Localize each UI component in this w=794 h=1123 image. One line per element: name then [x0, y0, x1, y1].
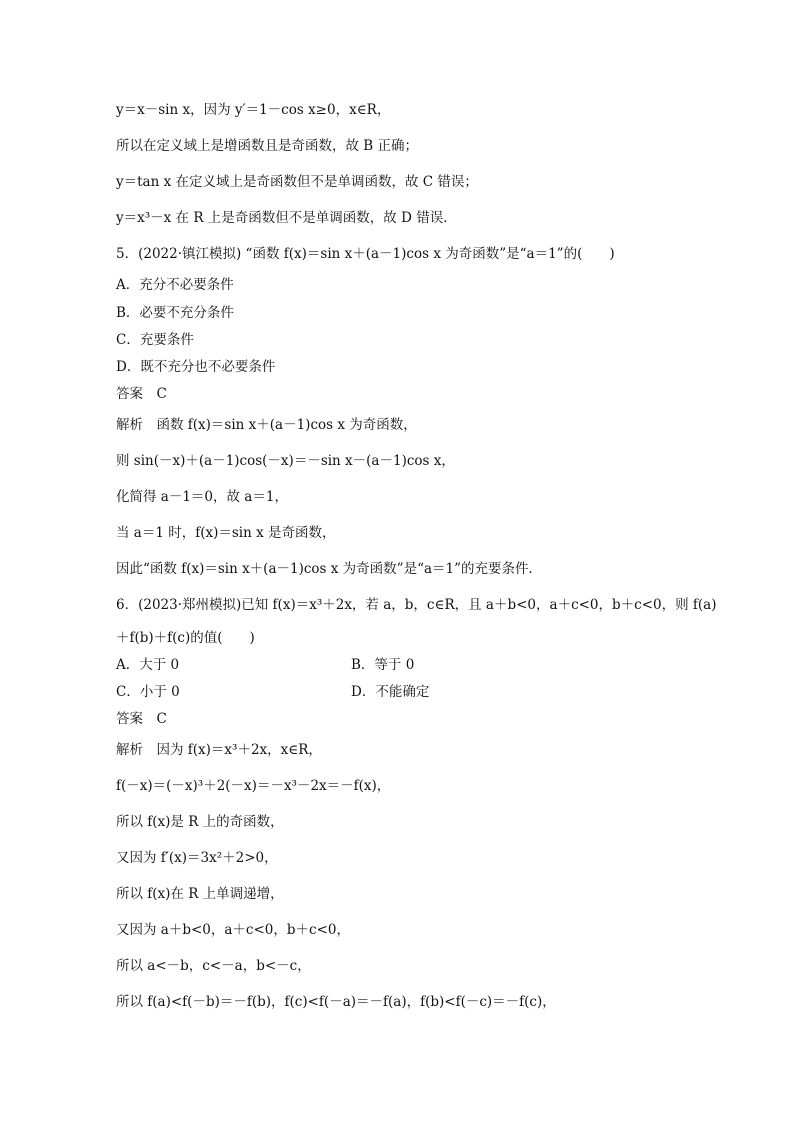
text-line: 所以在定义域上是增函数且是奇函数，故 B 正确；	[116, 138, 419, 154]
option-a: A．大于 0	[116, 657, 180, 673]
analysis-line: 又因为 f′(x)＝3x²＋2>0，	[116, 850, 278, 866]
analysis-line: 所以 f(a)<f(－b)＝－f(b)，f(c)<f(－a)＝－f(a)，f(b)<f(－c)＝－f(c)，	[116, 994, 556, 1010]
answer-line: 答案 C	[116, 711, 167, 727]
option-b: B．必要不充分条件	[116, 305, 234, 321]
answer-line: 答案 C	[116, 386, 167, 402]
analysis-line: 当 a＝1 时，f(x)＝sin x 是奇函数，	[116, 525, 336, 541]
analysis-line: 化简得 a－1＝0，故 a＝1，	[116, 489, 288, 505]
option-d: D．不能确定	[351, 684, 430, 700]
question-5-stem: 5．(2022·镇江模拟) “函数 f(x)＝sin x＋(a－1)cos x 为奇函数”是“a＝1”的( )	[116, 246, 615, 262]
analysis-line: 解析 函数 f(x)＝sin x＋(a－1)cos x 为奇函数，	[116, 417, 417, 433]
option-d: D．既不充分也不必要条件	[116, 359, 276, 375]
text-line: y＝x³－x 在 R 上是奇函数但不是单调函数，故 D 错误．	[116, 210, 457, 226]
option-a: A．充分不必要条件	[116, 277, 234, 293]
analysis-line: 所以 f(x)是 R 上的奇函数，	[116, 814, 284, 830]
question-6-stem: 6．(2023·郑州模拟)已知 f(x)＝x³＋2x，若 a，b，c∈R，且 a＋b<0，a＋c<0，b＋c<0，则 f(a)	[116, 597, 717, 613]
text-line: y＝x－sin x，因为 y′＝1－cos x≥0，x∈R，	[116, 102, 391, 118]
option-c: C．小于 0	[116, 684, 180, 700]
analysis-line: 解析 因为 f(x)＝x³＋2x，x∈R，	[116, 742, 322, 758]
analysis-line: 因此“函数 f(x)＝sin x＋(a－1)cos x 为奇函数”是“a＝1”的充要条件．	[116, 561, 543, 577]
text-line: y＝tan x 在定义域上是奇函数但不是单调函数，故 C 错误；	[116, 174, 478, 190]
question-6-stem-cont: ＋f(b)＋f(c)的值( )	[116, 630, 255, 646]
option-c: C．充要条件	[116, 332, 194, 348]
analysis-line: 所以 a<－b，c<－a，b<－c，	[116, 958, 311, 974]
analysis-line: f(－x)＝(－x)³＋2(－x)＝－x³－2x＝－f(x)，	[116, 778, 391, 794]
analysis-line: 又因为 a＋b<0，a＋c<0，b＋c<0，	[116, 922, 350, 938]
option-b: B．等于 0	[351, 657, 415, 673]
analysis-line: 所以 f(x)在 R 上单调递增，	[116, 886, 284, 902]
analysis-line: 则 sin(－x)＋(a－1)cos(－x)＝－sin x－(a－1)cos x，	[116, 453, 455, 469]
